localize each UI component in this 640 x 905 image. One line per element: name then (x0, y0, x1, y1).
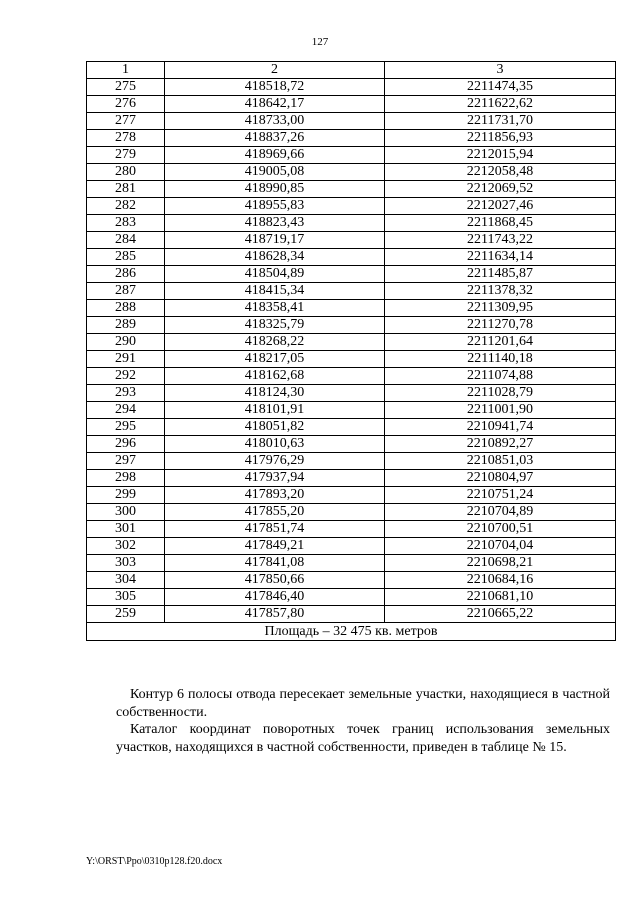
table-body (87, 79, 616, 623)
x-coordinate-cell: 418162,68 (165, 368, 385, 385)
y-coordinate-cell: 2210700,51 (385, 521, 616, 538)
y-coordinate-cell: 2211201,64 (385, 334, 616, 351)
y-coordinate-cell: 2211485,87 (385, 266, 616, 283)
table-row (87, 436, 616, 453)
point-number-cell: 283 (87, 215, 165, 232)
table-row (87, 606, 616, 623)
x-coordinate-cell: 418733,00 (165, 113, 385, 130)
point-number-cell: 286 (87, 266, 165, 283)
table-row (87, 555, 616, 572)
point-number-cell: 280 (87, 164, 165, 181)
column-header-number: 1 (87, 62, 165, 79)
table-row (87, 283, 616, 300)
table-row (87, 266, 616, 283)
x-coordinate-cell: 417976,29 (165, 453, 385, 470)
y-coordinate-cell: 2211743,22 (385, 232, 616, 249)
y-coordinate-cell: 2211378,32 (385, 283, 616, 300)
y-coordinate-cell: 2211634,14 (385, 249, 616, 266)
table-row (87, 96, 616, 113)
x-coordinate-cell: 418010,63 (165, 436, 385, 453)
x-coordinate-cell: 418955,83 (165, 198, 385, 215)
y-coordinate-cell: 2210892,27 (385, 436, 616, 453)
point-number-cell: 302 (87, 538, 165, 555)
column-header-x: 2 (165, 62, 385, 79)
point-number-cell: 297 (87, 453, 165, 470)
table-row (87, 402, 616, 419)
point-number-cell: 298 (87, 470, 165, 487)
point-number-cell: 299 (87, 487, 165, 504)
y-coordinate-cell: 2210941,74 (385, 419, 616, 436)
x-coordinate-cell: 418358,41 (165, 300, 385, 317)
x-coordinate-cell: 418124,30 (165, 385, 385, 402)
y-coordinate-cell: 2210681,10 (385, 589, 616, 606)
table-row (87, 589, 616, 606)
y-coordinate-cell: 2210804,97 (385, 470, 616, 487)
y-coordinate-cell: 2211001,90 (385, 402, 616, 419)
x-coordinate-cell: 417855,20 (165, 504, 385, 521)
y-coordinate-cell: 2211731,70 (385, 113, 616, 130)
table-row (87, 538, 616, 555)
table-row (87, 130, 616, 147)
point-number-cell: 278 (87, 130, 165, 147)
point-number-cell: 293 (87, 385, 165, 402)
point-number-cell: 279 (87, 147, 165, 164)
point-number-cell: 291 (87, 351, 165, 368)
table-header-row (87, 62, 616, 79)
table-row (87, 572, 616, 589)
point-number-cell: 277 (87, 113, 165, 130)
table-row (87, 521, 616, 538)
x-coordinate-cell: 419005,08 (165, 164, 385, 181)
point-number-cell: 301 (87, 521, 165, 538)
table-row (87, 419, 616, 436)
table-row (87, 164, 616, 181)
x-coordinate-cell: 418051,82 (165, 419, 385, 436)
point-number-cell: 304 (87, 572, 165, 589)
table-row (87, 368, 616, 385)
table-row (87, 232, 616, 249)
point-number-cell: 275 (87, 79, 165, 96)
y-coordinate-cell: 2211868,45 (385, 215, 616, 232)
table-row (87, 181, 616, 198)
page-number: 127 (311, 36, 329, 48)
y-coordinate-cell: 2210751,24 (385, 487, 616, 504)
point-number-cell: 303 (87, 555, 165, 572)
table-row (87, 470, 616, 487)
table-row (87, 317, 616, 334)
x-coordinate-cell: 418823,43 (165, 215, 385, 232)
y-coordinate-cell: 2211309,95 (385, 300, 616, 317)
x-coordinate-cell: 417893,20 (165, 487, 385, 504)
x-coordinate-cell: 418504,89 (165, 266, 385, 283)
point-number-cell: 295 (87, 419, 165, 436)
x-coordinate-cell: 418268,22 (165, 334, 385, 351)
column-header-y: 3 (385, 62, 616, 79)
table-row (87, 385, 616, 402)
y-coordinate-cell: 2211074,88 (385, 368, 616, 385)
x-coordinate-cell: 418518,72 (165, 79, 385, 96)
point-number-cell: 305 (87, 589, 165, 606)
point-number-cell: 290 (87, 334, 165, 351)
area-row (87, 623, 616, 641)
x-coordinate-cell: 418628,34 (165, 249, 385, 266)
table-row (87, 249, 616, 266)
y-coordinate-cell: 2212069,52 (385, 181, 616, 198)
paragraph-contour-6: Контур 6 полосы отвода пересекает земельные участки, находящиеся в частной собственности. (116, 687, 610, 720)
paragraph-catalog-reference: Каталог координат поворотных точек границ использования земельных участков, находящихся в частной собственности, приведен в таблице № 15. (116, 722, 610, 755)
point-number-cell: 292 (87, 368, 165, 385)
table-row (87, 79, 616, 96)
table-row (87, 487, 616, 504)
point-number-cell: 296 (87, 436, 165, 453)
table-row (87, 334, 616, 351)
point-number-cell: 288 (87, 300, 165, 317)
table-row (87, 351, 616, 368)
point-number-cell: 285 (87, 249, 165, 266)
point-number-cell: 294 (87, 402, 165, 419)
table-row (87, 453, 616, 470)
y-coordinate-cell: 2210851,03 (385, 453, 616, 470)
y-coordinate-cell: 2210704,04 (385, 538, 616, 555)
table-row (87, 504, 616, 521)
x-coordinate-cell: 417846,40 (165, 589, 385, 606)
coordinates-table (86, 61, 616, 641)
y-coordinate-cell: 2211474,35 (385, 79, 616, 96)
table-row (87, 198, 616, 215)
x-coordinate-cell: 418642,17 (165, 96, 385, 113)
x-coordinate-cell: 418325,79 (165, 317, 385, 334)
x-coordinate-cell: 418969,66 (165, 147, 385, 164)
y-coordinate-cell: 2211028,79 (385, 385, 616, 402)
point-number-cell: 284 (87, 232, 165, 249)
point-number-cell: 300 (87, 504, 165, 521)
x-coordinate-cell: 417851,74 (165, 521, 385, 538)
y-coordinate-cell: 2211270,78 (385, 317, 616, 334)
point-number-cell: 282 (87, 198, 165, 215)
point-number-cell: 281 (87, 181, 165, 198)
point-number-cell: 287 (87, 283, 165, 300)
x-coordinate-cell: 417857,80 (165, 606, 385, 623)
point-number-cell: 259 (87, 606, 165, 623)
x-coordinate-cell: 418217,05 (165, 351, 385, 368)
point-number-cell: 289 (87, 317, 165, 334)
y-coordinate-cell: 2210698,21 (385, 555, 616, 572)
y-coordinate-cell: 2210665,22 (385, 606, 616, 623)
x-coordinate-cell: 418719,17 (165, 232, 385, 249)
table-row (87, 300, 616, 317)
y-coordinate-cell: 2211140,18 (385, 351, 616, 368)
x-coordinate-cell: 417841,08 (165, 555, 385, 572)
y-coordinate-cell: 2212027,46 (385, 198, 616, 215)
y-coordinate-cell: 2211856,93 (385, 130, 616, 147)
x-coordinate-cell: 418415,34 (165, 283, 385, 300)
x-coordinate-cell: 417849,21 (165, 538, 385, 555)
area-total: Площадь – 32 475 кв. метров (87, 623, 616, 641)
y-coordinate-cell: 2212015,94 (385, 147, 616, 164)
point-number-cell: 276 (87, 96, 165, 113)
footer-file-path: Y:\ORST\Ppo\0310p128.f20.docx (86, 856, 223, 867)
x-coordinate-cell: 417850,66 (165, 572, 385, 589)
y-coordinate-cell: 2212058,48 (385, 164, 616, 181)
x-coordinate-cell: 418990,85 (165, 181, 385, 198)
y-coordinate-cell: 2210684,16 (385, 572, 616, 589)
table-row (87, 215, 616, 232)
x-coordinate-cell: 418837,26 (165, 130, 385, 147)
table-row (87, 147, 616, 164)
x-coordinate-cell: 417937,94 (165, 470, 385, 487)
y-coordinate-cell: 2210704,89 (385, 504, 616, 521)
table-row (87, 113, 616, 130)
x-coordinate-cell: 418101,91 (165, 402, 385, 419)
y-coordinate-cell: 2211622,62 (385, 96, 616, 113)
